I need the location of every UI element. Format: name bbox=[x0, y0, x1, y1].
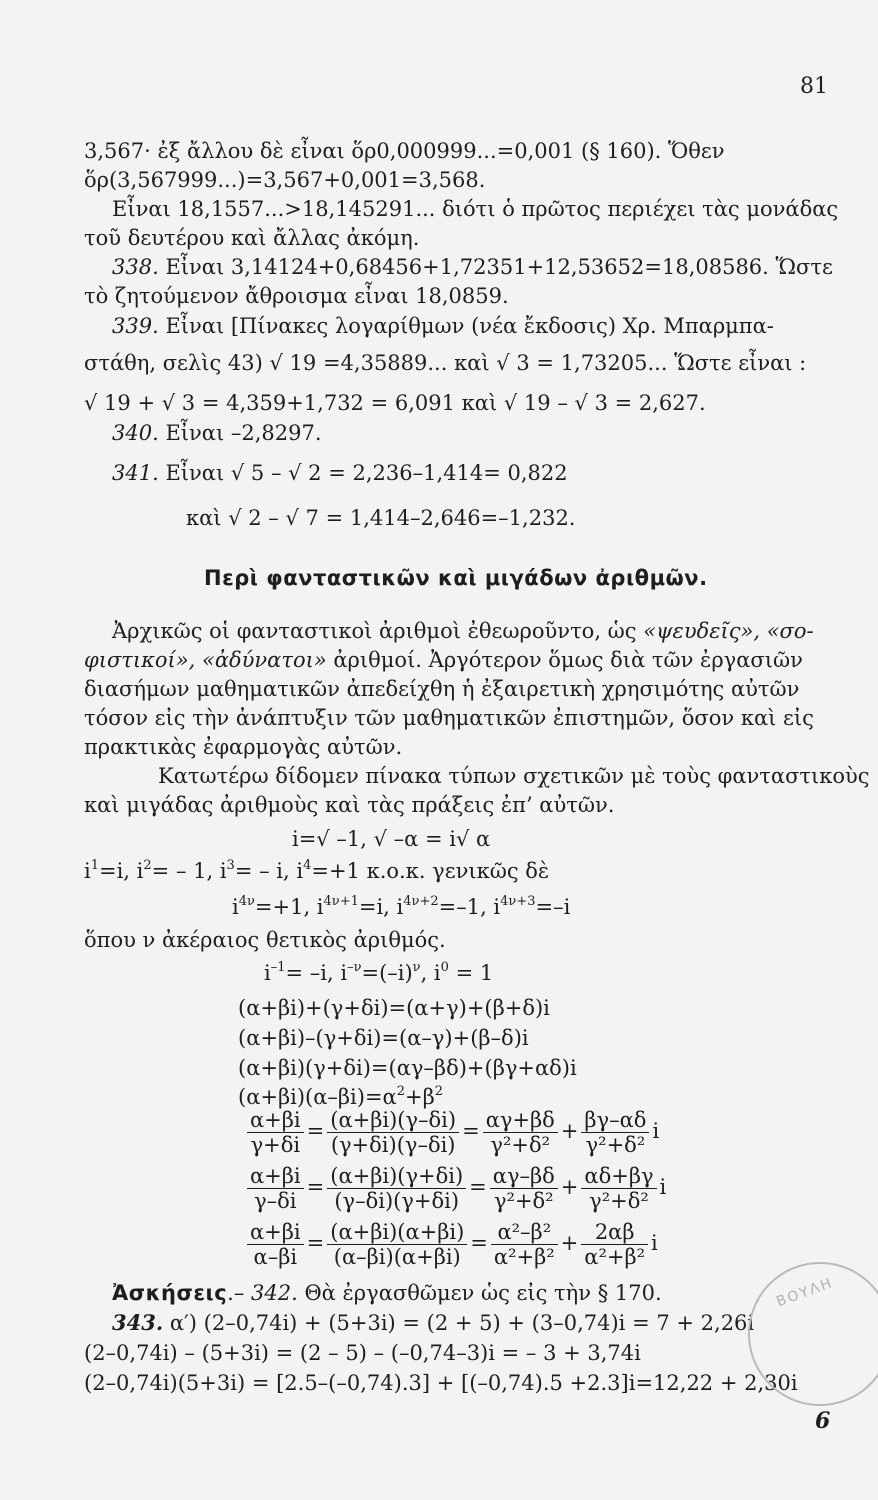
fraction-formula: $\frac{\alpha+\beta i}{\gamma-\delta i}$ = $\frac{(\alpha+\beta i)(\gamma+\delta i)}{(\gamma-\delta i)(\gamma+\delta i)}$ = $\frac{\alpha\gamma-\beta\delta}{\text{γ²+δ²}}$ + $\frac{\alpha\delta+\beta\gamma}{\text{γ²+δ²}}$ i bbox=[244, 1164, 666, 1213]
fraction bbox=[247, 1220, 304, 1269]
text-span: Εἶναι –2,8297. bbox=[158, 421, 322, 445]
formula-span: =–1, i bbox=[438, 895, 501, 919]
fraction bbox=[581, 1220, 648, 1269]
text-line bbox=[84, 647, 803, 673]
fraction bbox=[581, 1108, 649, 1157]
fraction bbox=[327, 1220, 467, 1269]
denominator: γ²+δ² bbox=[585, 1133, 646, 1157]
denominator: (γ+δi)(γ–δi) bbox=[330, 1133, 456, 1157]
exercises-line bbox=[112, 1310, 754, 1336]
exercise-number: 343. bbox=[112, 1310, 164, 1335]
text-span: φιστικοί», «ἀδύνατοι» bbox=[84, 648, 327, 672]
formula-span: =+1, i bbox=[254, 895, 324, 919]
fraction bbox=[491, 1220, 558, 1269]
numerator: αδ+βγ bbox=[581, 1164, 656, 1189]
section-heading: Περὶ φανταστικῶν καὶ μιγάδων ἀριθμῶν. bbox=[204, 566, 708, 590]
fraction bbox=[490, 1164, 558, 1213]
text-line bbox=[112, 618, 814, 644]
exercises-label: Ἀσκήσεις bbox=[112, 1281, 228, 1305]
numerator: (α+βi)(γ+δi) bbox=[327, 1164, 466, 1189]
formula-line bbox=[232, 894, 570, 920]
exercise-number: 339. bbox=[112, 314, 159, 338]
denominator: γ²+δ² bbox=[493, 1189, 554, 1213]
exercises-line: (2–0,74i) – (5+3i) = (2 – 5) – (–0,74–3)i = – 3 + 3,74i bbox=[84, 1341, 641, 1365]
formula-line: (α+βi)+(γ+δi)=(α+γ)+(β+δ)i bbox=[238, 996, 550, 1020]
text-line: τὸ ζητούμενον ἄθροισμα εἶναι 18,0859. bbox=[84, 284, 509, 308]
text-span: .– bbox=[227, 1281, 252, 1305]
denominator: γ+δi bbox=[250, 1133, 301, 1157]
text-span: ἀριθμοί. Ἀργότερον ὅμως διὰ τῶν ἐργασιῶν bbox=[326, 648, 803, 672]
fraction-formula: $\frac{\alpha+\beta i}{\gamma+\delta i}$ = $\frac{(\alpha+\beta i)(\gamma-\delta i)}{(\gamma+\delta i)(\gamma-\delta i)}$ = $\frac{\alpha\gamma+\beta\delta}{\text{γ²+δ²}}$ + $\frac{\beta\gamma-\alpha\delta}{\text{γ²+δ²}}$ i bbox=[244, 1108, 659, 1157]
formula-span: = – i, i bbox=[234, 859, 304, 883]
numerator: α+βi bbox=[247, 1164, 304, 1189]
text-line: √ 19 + √ 3 = 4,359+1,732 = 6,091 καὶ √ 19 – √ 3 = 2,627. bbox=[84, 391, 706, 415]
formula-line: ὅπου ν ἀκέραιος θετικὸς ἀριθμός. bbox=[84, 928, 446, 952]
text-line: καὶ μιγάδας ἀριθμοὺς καὶ τὰς πράξεις ἐπ’ αὐτῶν. bbox=[84, 793, 615, 817]
denominator: (γ–δi)(γ+δi) bbox=[334, 1189, 460, 1213]
fraction bbox=[247, 1164, 304, 1213]
formula-line bbox=[84, 858, 549, 884]
fraction bbox=[581, 1164, 656, 1213]
numerator: (α+βi)(α+βi) bbox=[327, 1220, 467, 1245]
formula-span: , i bbox=[420, 961, 441, 985]
text-span: «ψευδεῖς», «σο- bbox=[643, 619, 814, 643]
text-span: Εἶναι [Πίνακες λογαρίθμων (νέα ἔκδοσις) Χρ. Μπαρμπα- bbox=[158, 314, 774, 338]
formula-span: = – 1, i bbox=[151, 859, 227, 883]
denominator: γ²+δ² bbox=[490, 1133, 551, 1157]
text-span: Ἀρχικῶς οἱ φανταστικοὶ ἀριθμοὶ ἐθεωροῦντο, ὡς bbox=[112, 619, 644, 643]
superscript: 0 bbox=[440, 960, 449, 975]
superscript: –ν bbox=[347, 960, 362, 975]
text-line bbox=[112, 254, 833, 280]
exercise-number: 341. bbox=[112, 461, 159, 485]
superscript: –1 bbox=[270, 960, 286, 975]
formula-span: = 1 bbox=[448, 961, 494, 985]
page-number: 81 bbox=[800, 74, 828, 99]
numerator: αγ+βδ bbox=[483, 1108, 558, 1133]
formula-span: = –i, i bbox=[285, 961, 348, 985]
formula-span: i bbox=[264, 961, 271, 985]
formula-line: i=√ –1, √ –α = i√ α bbox=[292, 827, 491, 851]
exercise-number: 340. bbox=[112, 421, 159, 445]
imag-unit: i bbox=[659, 1175, 667, 1199]
numerator: α+βi bbox=[247, 1220, 304, 1245]
formula-span: i bbox=[84, 859, 91, 883]
fraction-formula: $\frac{\alpha+\beta i}{\alpha-\beta i}$ = $\frac{(\alpha+\beta i)(\alpha+\beta i)}{(\alpha-\beta i)(\alpha+\beta i)}$ = $\frac{\text{α²–β²}}{\text{α²+β²}}$ + $\frac{2\alpha\beta}{\text{α²+β²}}$ i bbox=[244, 1220, 658, 1269]
formula-span: +β bbox=[405, 1085, 435, 1109]
text-line bbox=[112, 460, 568, 486]
superscript: 4ν bbox=[238, 894, 255, 909]
text-line: ὅρ(3,567999...)=3,567+0,001=3,568. bbox=[84, 168, 486, 192]
denominator: (α–βi)(α+βi) bbox=[333, 1245, 461, 1269]
superscript: 2 bbox=[396, 1084, 406, 1099]
superscript: 4ν+2 bbox=[403, 894, 439, 909]
denominator: α²+β² bbox=[584, 1245, 646, 1269]
superscript: 2 bbox=[143, 858, 152, 873]
exercises-line bbox=[112, 1280, 662, 1306]
formula-span: (α+βi)(α–βi)=α bbox=[238, 1085, 397, 1109]
imag-unit: i bbox=[652, 1119, 660, 1143]
denominator: α–βi bbox=[253, 1245, 298, 1269]
text-line: διασήμων μαθηματικῶν ἀπεδείχθη ἡ ἐξαιρετικὴ χρησιμότης αὐτῶν bbox=[84, 677, 800, 701]
text-line: Κατωτέρω δίδομεν πίνακα τύπων σχετικῶν μὲ τοὺς φανταστικοὺς bbox=[158, 764, 870, 788]
numerator: βγ–αδ bbox=[581, 1108, 649, 1133]
imag-unit: i bbox=[651, 1231, 658, 1255]
exercise-number: 338. bbox=[112, 255, 159, 279]
superscript: 4 bbox=[303, 858, 312, 873]
fraction bbox=[327, 1108, 459, 1157]
numerator: αγ–βδ bbox=[490, 1164, 558, 1189]
numerator: 2αβ bbox=[581, 1220, 648, 1245]
exercises-line: (2–0,74i)(5+3i) = [2.5–(–0,74).3] + [(–0,74).5 +2.3]i=12,22 + 2,30i bbox=[84, 1371, 798, 1395]
superscript: ν bbox=[412, 960, 421, 975]
text-span: Θὰ ἐργασθῶμεν ὡς εἰς τὴν § 170. bbox=[297, 1281, 662, 1305]
text-line: τοῦ δευτέρου καὶ ἄλλας ἀκόμη. bbox=[84, 226, 420, 250]
formula-span: =i, i bbox=[99, 859, 144, 883]
formula-span: =+1 κ.ο.κ. γενικῶς δὲ bbox=[311, 859, 550, 883]
text-line: πρακτικὰς ἐφαρμογὰς αὐτῶν. bbox=[84, 735, 403, 759]
superscript: 3 bbox=[226, 858, 235, 873]
numerator: (α+βi)(γ–δi) bbox=[327, 1108, 459, 1133]
exercise-number: 342. bbox=[251, 1281, 298, 1305]
text-line: Εἶναι 18,1557...>18,145291... διότι ὁ πρῶτος περιέχει τὰς μονάδας bbox=[112, 197, 839, 221]
text-line bbox=[112, 313, 774, 339]
superscript: 2 bbox=[434, 1084, 444, 1099]
text-line: 3,567· ἐξ ἄλλου δὲ εἶναι ὅρ0,000999...=0,001 (§ 160). Ὅθεν bbox=[84, 139, 725, 163]
denominator: γ–δi bbox=[254, 1189, 297, 1213]
denominator: γ²+δ² bbox=[589, 1189, 649, 1213]
fraction bbox=[247, 1108, 304, 1157]
superscript: 1 bbox=[90, 858, 99, 873]
text-line: καὶ √ 2 – √ 7 = 1,414–2,646=–1,232. bbox=[186, 506, 576, 530]
formula-line bbox=[264, 960, 493, 986]
superscript: 4ν+1 bbox=[323, 894, 359, 909]
superscript: 4ν+3 bbox=[500, 894, 536, 909]
text-span: α′) (2–0,74i) + (5+3i) = (2 + 5) + (3–0,74)i = 7 + 2,26i bbox=[163, 1311, 755, 1335]
fraction bbox=[483, 1108, 558, 1157]
denominator: α²+β² bbox=[493, 1245, 555, 1269]
text-span: Εἶναι √ 5 – √ 2 = 2,236–1,414= 0,822 bbox=[158, 461, 568, 485]
numerator: α²–β² bbox=[491, 1220, 558, 1245]
formula-span: =–i bbox=[535, 895, 571, 919]
text-line bbox=[112, 420, 322, 446]
fraction bbox=[327, 1164, 466, 1213]
signature-mark: 6 bbox=[815, 1408, 831, 1434]
text-line: στάθη, σελὶς 43) √ 19 =4,35889... καὶ √ 3 = 1,73205... Ὥστε εἶναι : bbox=[84, 351, 807, 375]
formula-span: i bbox=[232, 895, 239, 919]
text-line: τόσον εἰς τὴν ἀνάπτυξιν τῶν μαθηματικῶν ἐπιστημῶν, ὅσον καὶ εἰς bbox=[84, 706, 814, 730]
formula-line bbox=[238, 1084, 443, 1110]
formula-span: =(–i) bbox=[361, 961, 413, 985]
stamp-text: ΒΟΥΛΗ bbox=[774, 1274, 836, 1311]
text-span: Εἶναι 3,14124+0,68456+1,72351+12,53652=18,08586. Ὥστε bbox=[158, 255, 833, 279]
formula-line: (α+βi)(γ+δi)=(αγ–βδ)+(βγ+αδ)i bbox=[238, 1056, 577, 1080]
library-stamp bbox=[728, 1242, 878, 1427]
formula-span: =i, i bbox=[358, 895, 404, 919]
formula-line: (α+βi)–(γ+δi)=(α–γ)+(β–δ)i bbox=[238, 1026, 529, 1050]
numerator: α+βi bbox=[247, 1108, 304, 1133]
